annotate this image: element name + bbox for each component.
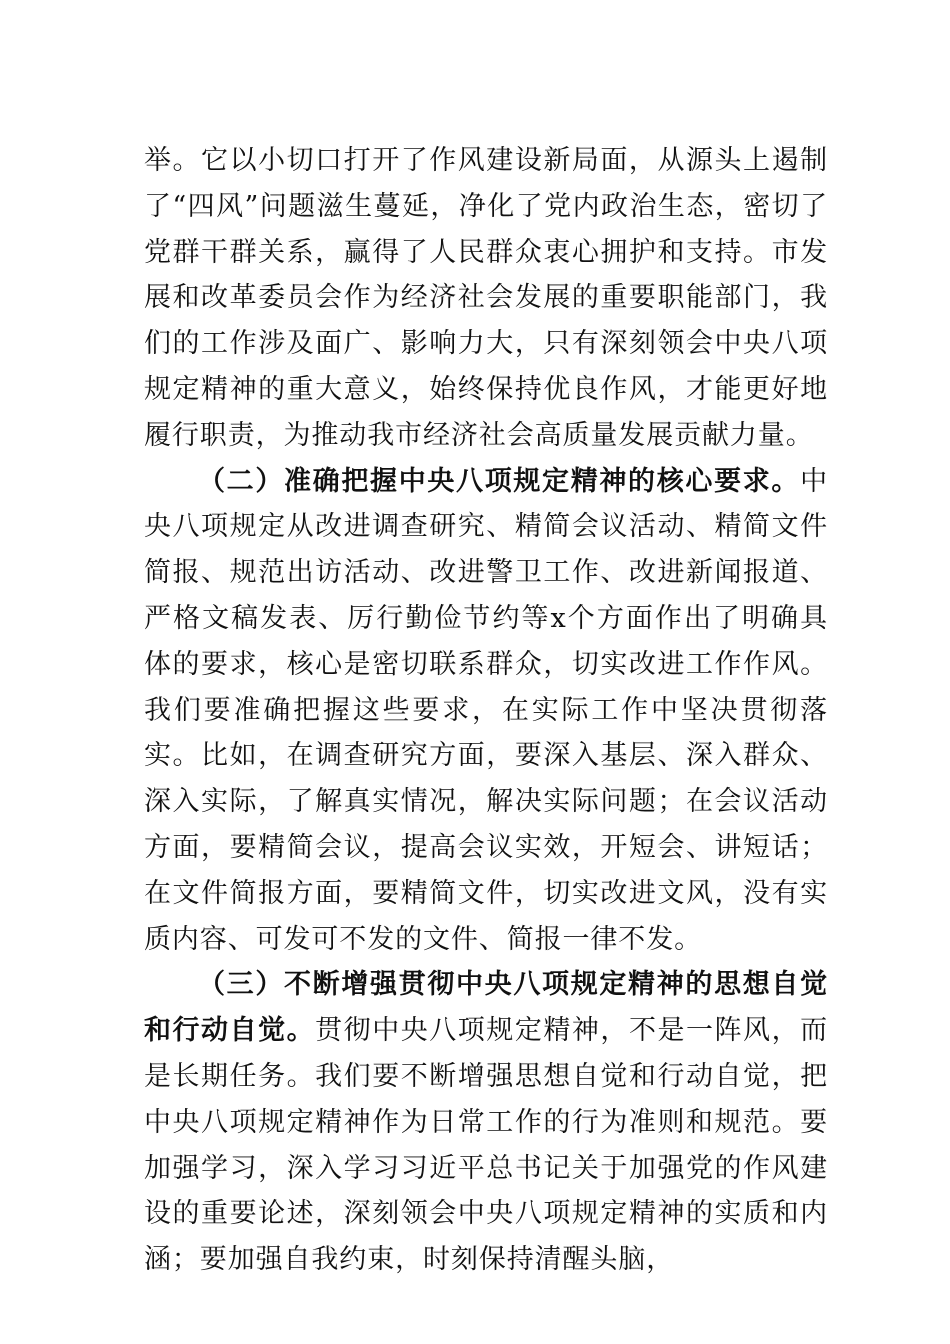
paragraph-section-2: [144, 459, 828, 963]
paragraph-section-3: [144, 962, 828, 1283]
section-2-heading: （二）准确把握中央八项规定精神的核心要求。: [198, 465, 801, 497]
paragraph-continuation: [144, 138, 828, 459]
section-3-heading: （三）不断增强贯彻中央八项规定精神的思想自觉和行动自觉。: [144, 969, 828, 1047]
document-body: [144, 138, 828, 1283]
section-3-text: 贯彻中央八项规定精神，不是一阵风，而是长期任务。我们要不断增强思想自觉和行动自觉，把中央八项规定精神作为日常工作的行为准则和规范。要加强学习，深入学习习近平总书记关于加强党的作风建设的重要论述，深刻领会中央八项规定精神的实质和内涵；要加强自我约束，时刻保持清醒头脑，: [144, 1015, 828, 1276]
section-2-text: 中央八项规定从改进调查研究、精简会议活动、精简文件简报、规范出访活动、改进警卫工作、改进新闻报道、严格文稿发表、厉行勤俭节约等x个方面作出了明确具体的要求，核心是密切联系群众，切实改进工作作风。我们要准确把握这些要求，在实际工作中坚决贯彻落实。比如，在调查研究方面，要深入基层、深入群众、深入实际，了解真实情况，解决实际问题；在会议活动方面，要精简会议，提高会议实效，开短会、讲短话；在文件简报方面，要精简文件，切实改进文风，没有实质内容、可发可不发的文件、简报一律不发。: [144, 465, 828, 955]
paragraph-text: 举。它以小切口打开了作风建设新局面，从源头上遏制了“四风”问题滋生蔓延，净化了党内政治生态，密切了党群干群关系，赢得了人民群众衷心拥护和支持。市发展和改革委员会作为经济社会发展的重要职能部门，我们的工作涉及面广、影响力大，只有深刻领会中央八项规定精神的重大意义，始终保持优良作风，才能更好地履行职责，为推动我市经济社会高质量发展贡献力量。: [144, 145, 828, 451]
